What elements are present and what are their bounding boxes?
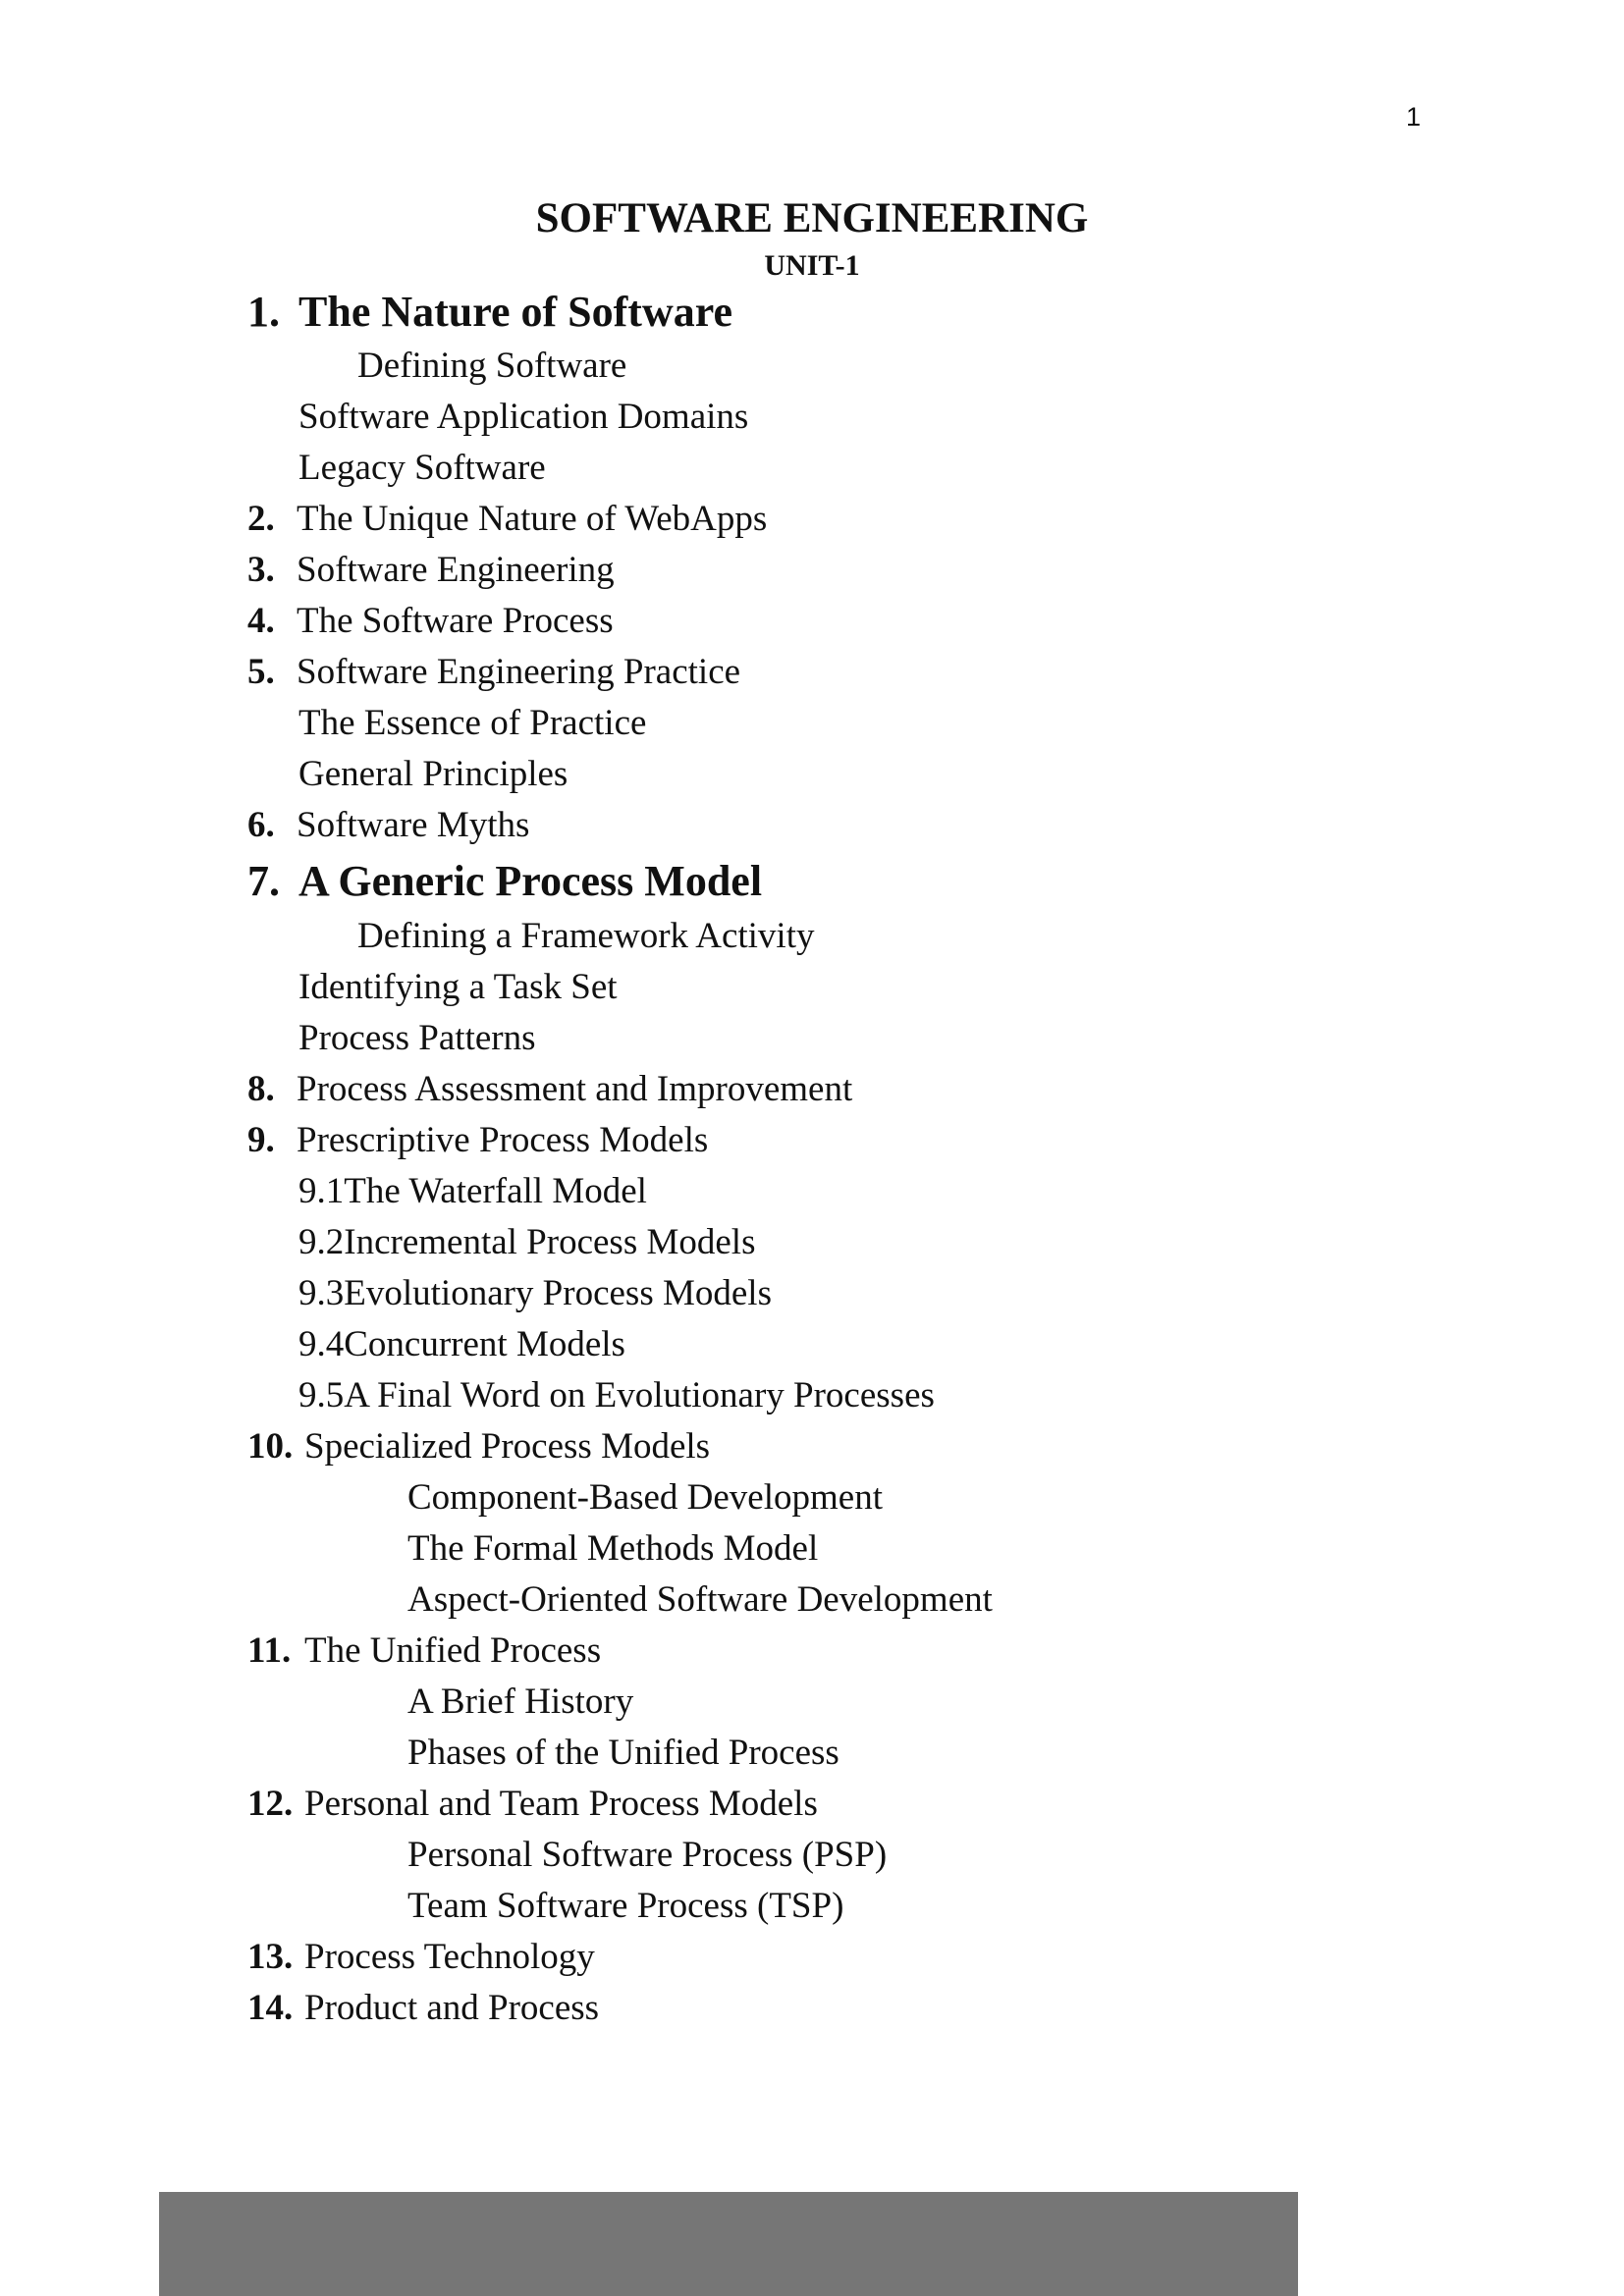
toc-item	[247, 1783, 818, 1825]
unit-label: UNIT-1	[764, 249, 860, 282]
toc-subitem: 9.5A Final Word on Evolutionary Processes	[298, 1375, 935, 1415]
toc-subitem: Process Patterns	[298, 1018, 536, 1058]
toc-item-label: The Nature of Software	[298, 288, 732, 336]
toc-item-number: 14.	[247, 1988, 294, 2028]
toc-subitem: Legacy Software	[298, 448, 546, 488]
toc-subitem: 9.4Concurrent Models	[298, 1324, 625, 1364]
toc-item-label: Process Technology	[304, 1937, 595, 1977]
toc-item-number: 11.	[247, 1630, 292, 1671]
toc-item-label: The Unified Process	[304, 1630, 602, 1671]
toc-subitem: The Essence of Practice	[298, 703, 647, 743]
toc-item-label: Product and Process	[304, 1988, 600, 2028]
toc-item-label: Process Assessment and Improvement	[297, 1069, 853, 1109]
toc-item-number: 5.	[247, 652, 275, 692]
toc-item-number: 1.	[247, 288, 280, 336]
toc-item-number: 12.	[247, 1784, 294, 1824]
toc-item	[247, 549, 615, 591]
toc-subitem: A Brief History	[407, 1682, 634, 1722]
toc-item-label: Software Myths	[297, 805, 530, 845]
toc-subitem: Personal Software Process (PSP)	[407, 1835, 888, 1875]
toc-subitem: 9.1The Waterfall Model	[298, 1171, 647, 1211]
toc-item-number: 8.	[247, 1069, 275, 1109]
toc-item-label: Software Engineering Practice	[297, 652, 741, 692]
toc-item-label: Prescriptive Process Models	[297, 1120, 709, 1160]
toc-item-label: A Generic Process Model	[298, 857, 763, 905]
toc-item-label: Software Engineering	[297, 550, 615, 590]
toc-item-number: 13.	[247, 1937, 294, 1977]
footer-bar	[159, 2192, 1298, 2296]
toc-item-number: 3.	[247, 550, 275, 590]
toc-item	[247, 600, 614, 642]
toc-item	[247, 498, 767, 540]
toc-item	[247, 804, 529, 846]
page-number: 1	[1406, 102, 1422, 132]
toc-item	[247, 1425, 710, 1468]
document-title: SOFTWARE ENGINEERING	[535, 195, 1089, 241]
toc-item-number: 6.	[247, 805, 275, 845]
toc-item-number: 4.	[247, 601, 275, 641]
toc-subitem: The Formal Methods Model	[407, 1528, 819, 1569]
toc-subitem: Team Software Process (TSP)	[407, 1886, 844, 1926]
toc-item-number: 9.	[247, 1120, 275, 1160]
toc-item	[247, 1629, 601, 1672]
toc-item-number: 2.	[247, 499, 275, 539]
toc-item-label: Personal and Team Process Models	[304, 1784, 818, 1824]
toc-subitem: 9.2Incremental Process Models	[298, 1222, 756, 1262]
toc-item	[247, 651, 740, 693]
toc-item-number: 10.	[247, 1426, 294, 1467]
toc-item-number: 7.	[247, 857, 280, 905]
toc-subitem: Component-Based Development	[407, 1477, 883, 1518]
toc-item	[247, 287, 732, 337]
toc-subitem: Defining a Framework Activity	[357, 916, 815, 956]
toc-item	[247, 1068, 852, 1110]
toc-subitem: Phases of the Unified Process	[407, 1733, 839, 1773]
toc-subitem: Identifying a Task Set	[298, 967, 618, 1007]
toc-item	[247, 856, 762, 906]
toc-item-label: Specialized Process Models	[304, 1426, 711, 1467]
toc-subitem: 9.3Evolutionary Process Models	[298, 1273, 772, 1313]
toc-subitem: Aspect-Oriented Software Development	[407, 1579, 993, 1620]
toc-subitem: General Principles	[298, 754, 568, 794]
toc-item-label: The Unique Nature of WebApps	[297, 499, 768, 539]
toc-subitem: Software Application Domains	[298, 397, 749, 437]
toc-item	[247, 1936, 595, 1978]
toc-subitem: Defining Software	[357, 346, 627, 386]
toc-item	[247, 1987, 599, 2029]
toc-item-label: The Software Process	[297, 601, 614, 641]
toc-item	[247, 1119, 708, 1161]
